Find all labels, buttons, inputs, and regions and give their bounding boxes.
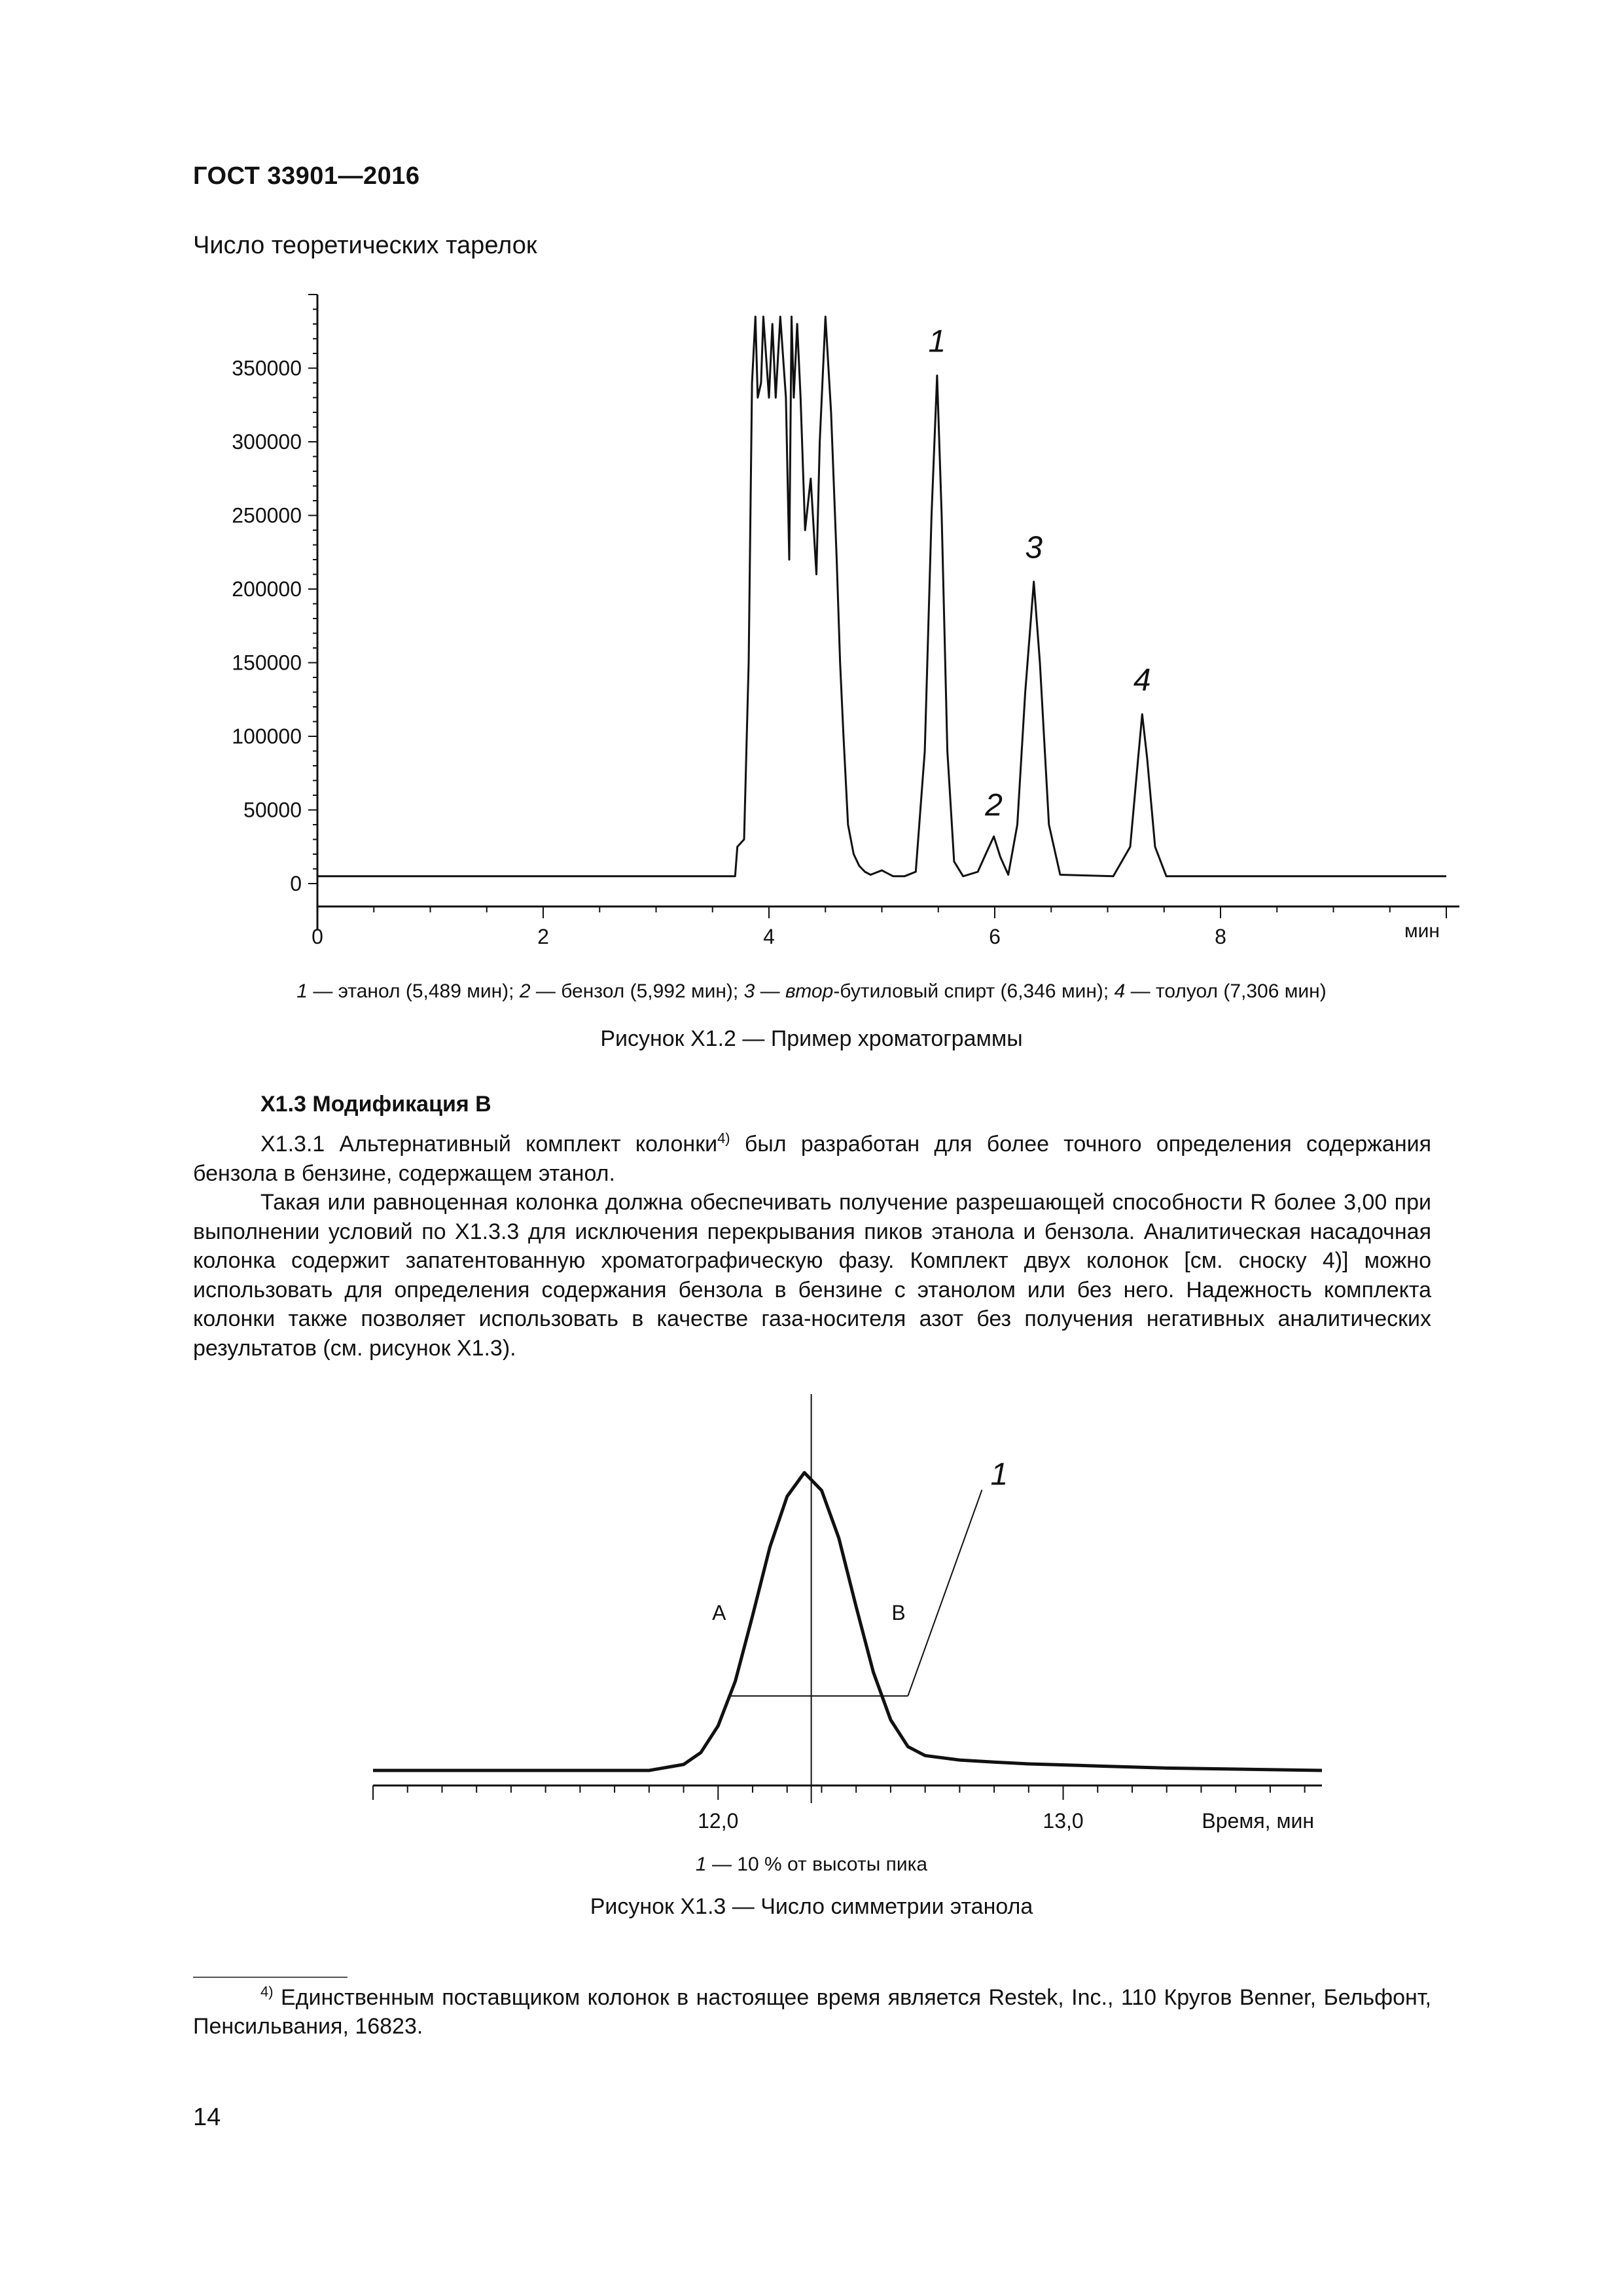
chart1-y-tick-label: 150000 <box>232 651 302 675</box>
figure-x1-2-legend <box>0 980 1623 1003</box>
chart1-y-tick-label: 200000 <box>232 577 302 601</box>
chart1-x-tick-label: 6 <box>989 925 1001 948</box>
standard-number: ГОСТ 33901—2016 <box>193 162 420 190</box>
chart1-x-unit-label: мин <box>1404 920 1440 942</box>
legend-text-3b: -бутиловый спирт (6,346 мин); <box>833 980 1115 1002</box>
chart2-peak-curve <box>373 1473 1322 1770</box>
chart1-y-tick-label: 300000 <box>232 430 302 454</box>
chart2-x-tick-label: 12,0 <box>698 1809 739 1833</box>
footnote-body: Единственным поставщиком колонок в настоящее время является Restek, Inc., 110 Кругов Benner, Бельфонт, Пенсильвания, 16823. <box>193 1985 1431 2039</box>
paragraph-1 <box>193 1130 1431 1188</box>
paragraph-2: Такая или равноценная колонка должна обеспечивать получение разрешающей способности R более 3,00 при выполнении условий по X1.3.3 для исключения перекрывания пиков этанола и бензола. Аналитическая насадочная колонка содержит запатентованную хроматографическую фазу. Комплект двух колонок [см. сноску 4)] можно использовать для определения содержания бензола в бензине с этанолом или без него. Надежность комплекта колонки также позволяет использовать в качестве газа-носителя азот без получения негативных аналитических результатов (см. рисунок X1.3). <box>193 1190 1431 1361</box>
legend-text-1: — этанол (5,489 мин); <box>307 980 520 1002</box>
chart1-y-tick-label: 0 <box>290 872 302 895</box>
legend2-num: 1 <box>695 1854 707 1875</box>
chart1-peak-label-4: 4 <box>1133 662 1151 698</box>
chart1-y-title: Число теоретических тарелок <box>193 232 537 259</box>
chart1-peak-label-3: 3 <box>1025 530 1043 565</box>
legend-num-2: 2 <box>519 980 531 1002</box>
section-title: X1.3 Модификация B <box>260 1092 491 1117</box>
footnote-mark: 4) <box>260 1983 274 2000</box>
page-number: 14 <box>193 2104 221 2131</box>
legend-num-1: 1 <box>296 980 308 1002</box>
footnote <box>193 1983 1431 2041</box>
chart1-peak-label-2: 2 <box>985 788 1003 823</box>
chart1-x-tick-label: 2 <box>537 925 549 948</box>
figure-x1-3-legend <box>0 1854 1623 1876</box>
chart1-y-tick-label: 350000 <box>232 356 302 380</box>
figure-x1-3-caption: Рисунок X1.3 — Число симметрии этанола <box>590 1894 1033 1919</box>
chart2-label-1: 1 <box>990 1457 1008 1492</box>
chart1-y-tick-label: 100000 <box>232 725 302 748</box>
figure-x1-2-caption: Рисунок X1.2 — Пример хроматограммы <box>600 1026 1023 1051</box>
chart1-x-tick-label: 0 <box>312 925 323 948</box>
footnote-text <box>193 1983 1431 2041</box>
legend-text-4: — толуол (7,306 мин) <box>1125 980 1327 1002</box>
chart1-x-tick-label: 8 <box>1215 925 1226 948</box>
legend-num-4: 4 <box>1114 980 1126 1002</box>
symmetry-chart <box>353 1394 1335 1839</box>
legend-num-3: 3 <box>743 980 755 1002</box>
chart1-series-line <box>317 317 1446 876</box>
chart1-x-tick-label: 4 <box>763 925 775 948</box>
paragraph-1-start: X1.3.1 Альтернативный комплект колонки <box>260 1132 718 1157</box>
paragraph-1-end: был разработан для более точного определения содержания бензола в бензине, содержащем этанол. <box>193 1132 1431 1186</box>
legend-text-3: — <box>755 980 785 1002</box>
chart1-peak-label-1: 1 <box>928 324 946 359</box>
legend-text-2: — бензол (5,992 мин); <box>530 980 744 1002</box>
legend2-text: — 10 % от высоты пика <box>706 1854 928 1875</box>
chart2-x-tick-label: 13,0 <box>1043 1809 1084 1833</box>
chart2-x-unit-label: Время, мин <box>1202 1809 1314 1833</box>
footnote-rule <box>193 1977 348 1978</box>
chart2-leader-line <box>908 1490 982 1696</box>
chart2-label-b: B <box>891 1600 906 1624</box>
chart1-y-tick-label: 250000 <box>232 503 302 528</box>
chart2-label-a: A <box>712 1600 726 1624</box>
chart1-y-tick-label: 50000 <box>243 798 302 822</box>
chromatogram-chart <box>190 275 1472 949</box>
legend-prefix-3: втор <box>785 980 834 1002</box>
section-body <box>193 1130 1431 1363</box>
footnote-ref: 4) <box>717 1130 730 1147</box>
